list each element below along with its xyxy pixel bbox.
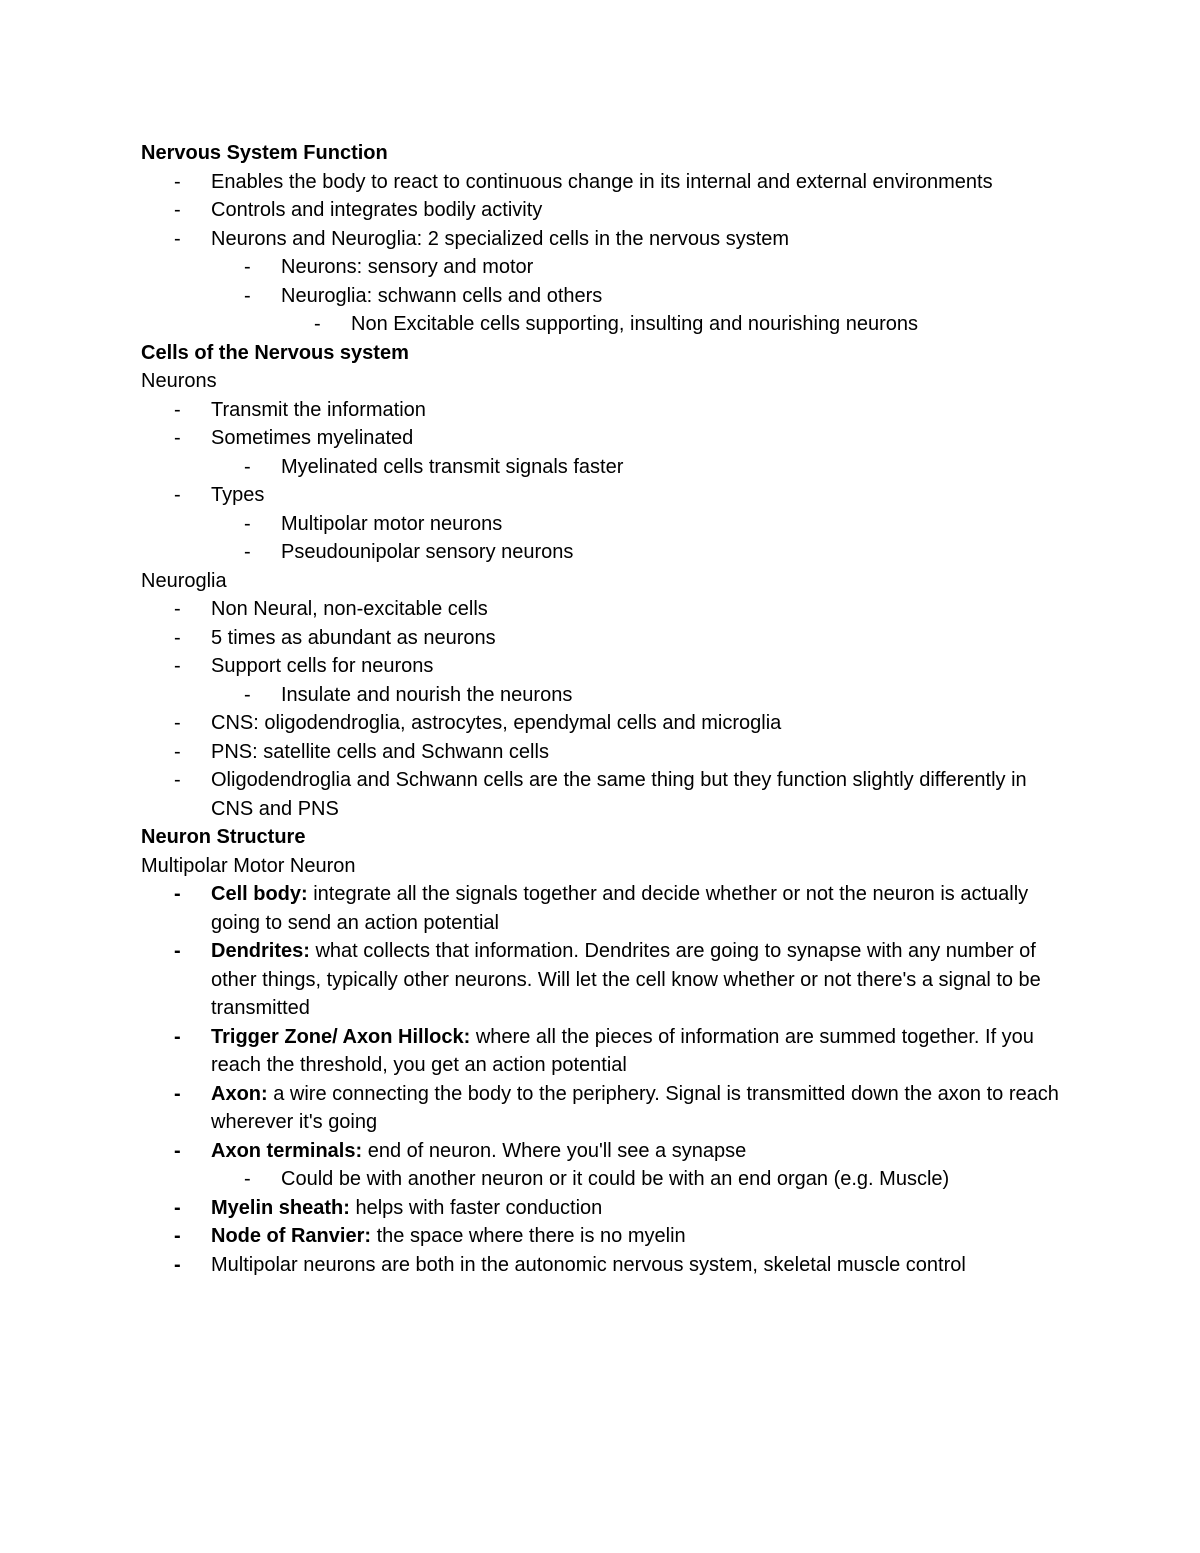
list-item — [141, 738, 1071, 767]
term-label: Dendrites: — [211, 940, 310, 962]
list-item-text — [211, 937, 1071, 1023]
bullet-dash: - — [174, 427, 181, 449]
bullet-dash: - — [174, 626, 181, 649]
bullet-dash: - — [244, 683, 251, 706]
document-body — [141, 139, 1071, 1279]
item-description: Insulate and nourish the neurons — [281, 683, 573, 706]
item-description: Pseudounipolar sensory neurons — [281, 541, 574, 563]
list-item-text — [211, 1023, 1071, 1080]
item-description: Neurons: sensory and motor — [281, 256, 534, 278]
section-heading: Cells of the Nervous system — [141, 341, 409, 364]
bullet-dash: - — [244, 541, 251, 563]
item-description: Sometimes myelinated — [211, 427, 414, 449]
list-item-text — [281, 681, 1071, 710]
list-item-text — [281, 1165, 1071, 1194]
list-item-text — [211, 738, 1071, 767]
bullet-dash: - — [174, 1225, 181, 1247]
list-item-text — [281, 282, 1071, 311]
bullet-dash: - — [314, 313, 321, 335]
list-item-text — [211, 396, 1071, 425]
bullet-dash: - — [174, 1253, 181, 1276]
bullet-dash: - — [174, 1082, 181, 1105]
item-description: CNS: oligodendroglia, astrocytes, ependymal cells and microglia — [211, 712, 782, 734]
list-item-text — [211, 225, 1071, 254]
list-item-text — [211, 709, 1071, 738]
list-item-text — [211, 652, 1071, 681]
term-label: Trigger Zone/ Axon Hillock: — [211, 1025, 471, 1048]
item-description: PNS: satellite cells and Schwann cells — [211, 740, 549, 763]
list-item — [141, 880, 1071, 937]
item-description: Non Excitable cells supporting, insulting and nourishing neurons — [351, 313, 919, 335]
list-item — [211, 538, 1071, 567]
list-item — [211, 1165, 1071, 1194]
item-description: Support cells for neurons — [211, 655, 434, 677]
item-description: Oligodendroglia and Schwann cells are the same thing but they function slightly differently in CNS and PNS — [211, 769, 1027, 820]
item-description: Multipolar neurons are both in the autonomic nervous system, skeletal muscle control — [211, 1253, 966, 1276]
list-item — [141, 225, 1071, 254]
list-item-text — [211, 1251, 1071, 1280]
bullet-dash: - — [244, 284, 251, 307]
item-description: Enables the body to react to continuous change in its internal and external environments — [211, 170, 993, 193]
term-label: Axon terminals: — [211, 1139, 363, 1162]
list-item-text — [211, 1137, 1071, 1166]
list-item — [141, 937, 1071, 1023]
bullet-dash: - — [244, 512, 251, 535]
bullet-dash: - — [174, 484, 181, 506]
list-item-text — [281, 510, 1071, 539]
list-item — [141, 595, 1071, 624]
list-item — [141, 652, 1071, 681]
term-label: Cell body: — [211, 883, 308, 905]
item-description: Myelinated cells transmit signals faster — [281, 455, 624, 478]
list-item-text — [211, 196, 1071, 225]
list-item — [141, 1023, 1071, 1080]
list-item — [141, 709, 1071, 738]
item-description: helps with faster conduction — [349, 1196, 603, 1219]
list-item — [141, 1080, 1071, 1137]
item-description: what collects that information. Dendrites are going to synapse with any number of other things, typically other neurons. Will let the cell know whether or not there's a signal to be transmitted — [211, 940, 1041, 1019]
item-description: Non Neural, non-excitable cells — [211, 598, 488, 620]
bullet-dash: - — [174, 655, 181, 677]
list-item-text — [211, 424, 1071, 453]
bullet-dash: - — [174, 883, 181, 905]
item-description: Controls and integrates bodily activity — [211, 199, 543, 221]
item-description: Neuroglia: schwann cells and others — [281, 284, 603, 307]
list-item — [141, 1251, 1071, 1280]
list-item — [211, 453, 1071, 482]
list-item-text — [211, 1080, 1071, 1137]
item-description: Multipolar motor neurons — [281, 512, 503, 535]
list-item-text — [211, 168, 1071, 197]
item-description: 5 times as abundant as neurons — [211, 626, 496, 649]
item-description: Could be with another neuron or it could be with an end organ (e.g. Muscle) — [281, 1168, 950, 1190]
subsection-label: Neurons — [141, 370, 217, 392]
bullet-dash: - — [174, 1196, 181, 1219]
subsection-label: Multipolar Motor Neuron — [141, 854, 356, 877]
bullet-dash: - — [174, 227, 181, 250]
section-heading: Neuron Structure — [141, 826, 306, 848]
list-item-text — [211, 1194, 1071, 1223]
list-item — [141, 424, 1071, 453]
list-item-text — [211, 766, 1071, 823]
list-item — [211, 681, 1071, 710]
item-description: Types — [211, 484, 265, 506]
list-item-text — [281, 253, 1071, 282]
bullet-dash: - — [244, 1168, 251, 1190]
list-item — [141, 624, 1071, 653]
list-item-text — [211, 595, 1071, 624]
list-item — [141, 481, 1071, 510]
bullet-dash: - — [244, 256, 251, 278]
bullet-dash: - — [174, 598, 181, 620]
list-item-text — [211, 624, 1071, 653]
subsection-label: Neuroglia — [141, 569, 227, 592]
bullet-dash: - — [174, 170, 181, 193]
list-item — [141, 168, 1071, 197]
list-item-text — [351, 310, 1071, 339]
item-description: the space where there is no myelin — [371, 1225, 686, 1247]
list-item-text — [211, 1222, 1071, 1251]
list-item-text — [211, 481, 1071, 510]
bullet-dash: - — [174, 940, 181, 962]
section-heading: Nervous System Function — [141, 142, 388, 164]
item-description: Neurons and Neuroglia: 2 specialized cells in the nervous system — [211, 227, 790, 250]
item-description: Transmit the information — [211, 398, 426, 421]
list-item — [141, 1222, 1071, 1251]
item-description: integrate all the signals together and decide whether or not the neuron is actually going to send an action potential — [211, 883, 1029, 934]
list-item — [141, 396, 1071, 425]
bullet-dash: - — [174, 398, 181, 421]
list-item-text — [281, 538, 1071, 567]
list-item — [211, 253, 1071, 282]
item-description: a wire connecting the body to the periphery. Signal is transmitted down the axon to reach wherever it's going — [211, 1082, 1059, 1133]
list-item — [211, 510, 1071, 539]
bullet-dash: - — [174, 712, 181, 734]
list-item — [141, 196, 1071, 225]
term-label: Myelin sheath: — [211, 1196, 350, 1219]
bullet-dash: - — [174, 769, 181, 791]
list-item — [141, 1137, 1071, 1166]
bullet-dash: - — [174, 1025, 181, 1048]
item-description: where all the pieces of information are summed together. If you reach the threshold, you get an action potential — [211, 1025, 1034, 1076]
list-item-text — [211, 880, 1071, 937]
bullet-dash: - — [174, 199, 181, 221]
item-description: end of neuron. Where you'll see a synapse — [362, 1139, 747, 1162]
bullet-dash: - — [174, 1139, 181, 1162]
list-item — [281, 310, 1071, 339]
list-item-text — [281, 453, 1071, 482]
bullet-dash: - — [244, 455, 251, 478]
list-item — [211, 282, 1071, 311]
list-item — [141, 766, 1071, 823]
bullet-dash: - — [174, 740, 181, 763]
list-item — [141, 1194, 1071, 1223]
term-label: Node of Ranvier: — [211, 1225, 372, 1247]
term-label: Axon: — [211, 1082, 268, 1105]
